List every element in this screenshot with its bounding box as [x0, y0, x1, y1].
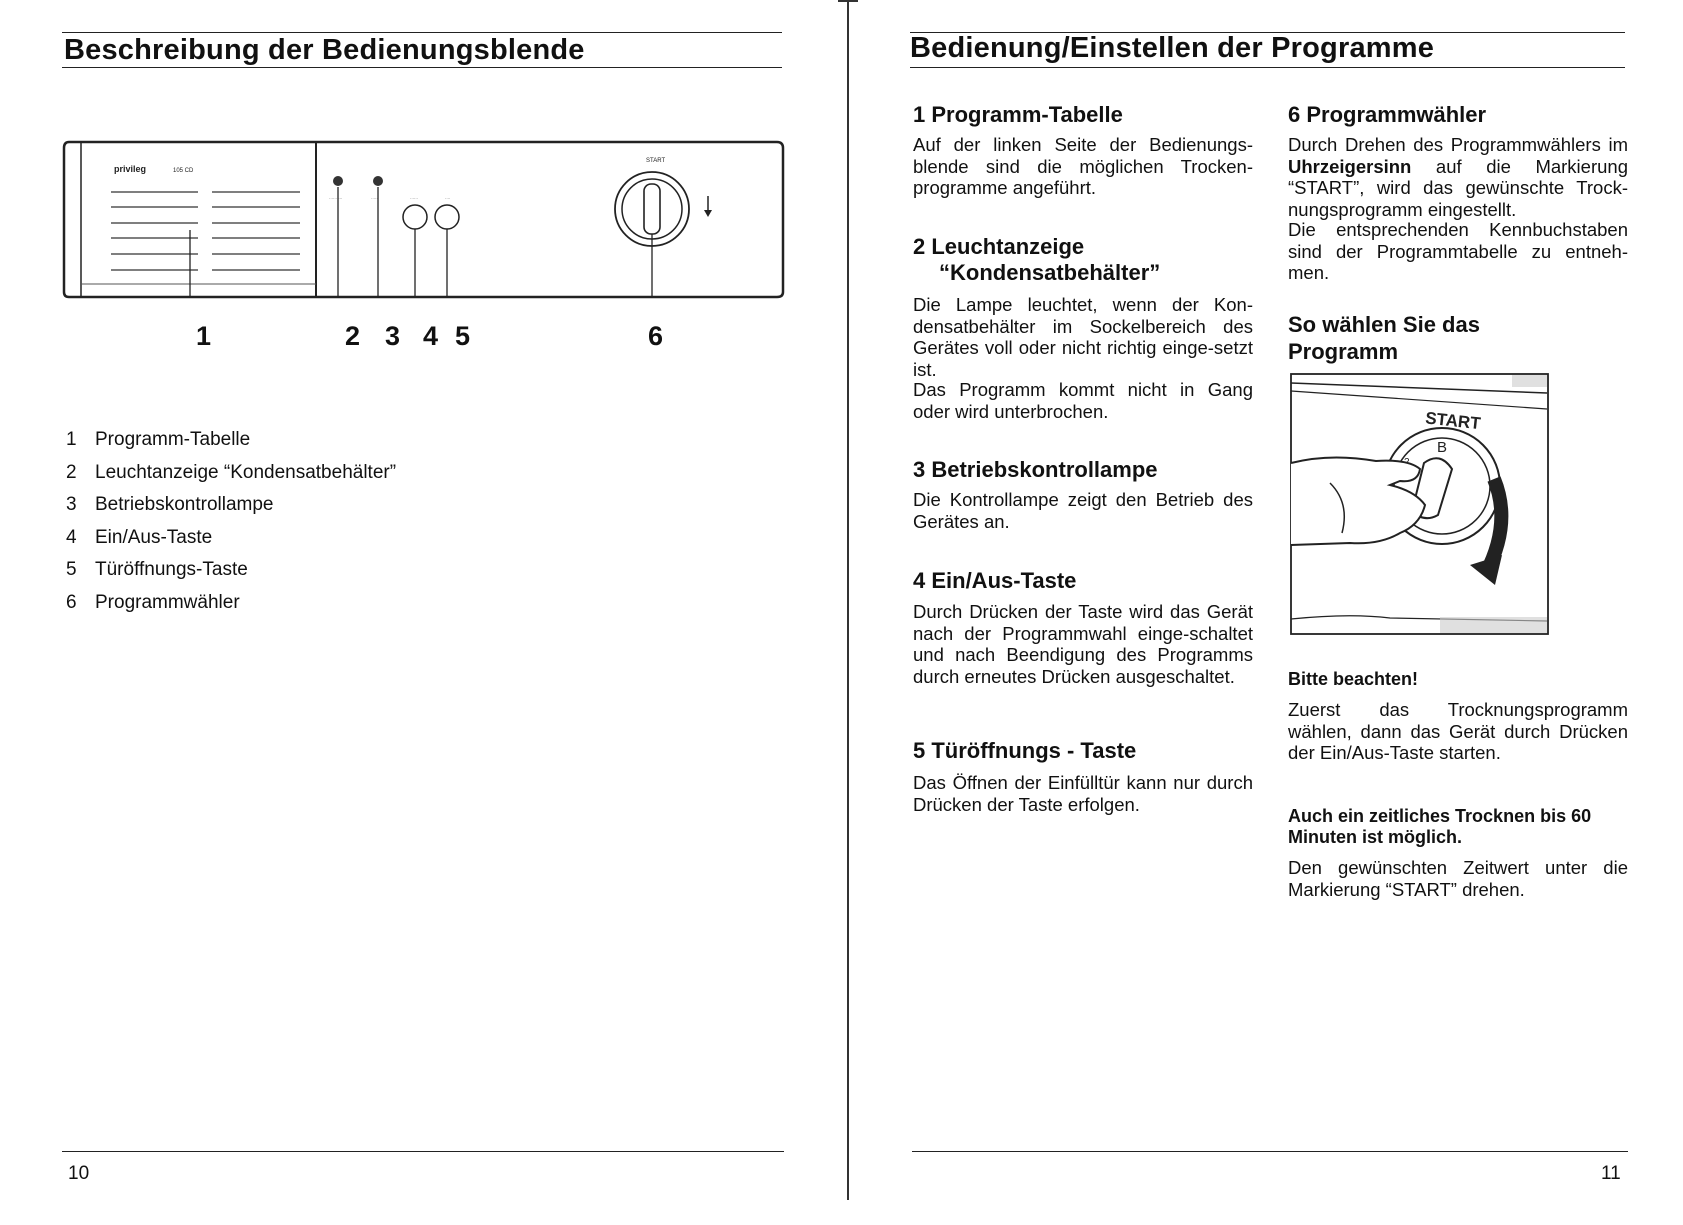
svg-text:··········: ·········· — [329, 196, 343, 201]
section-body-2: Die entsprechenden Kennbuchstaben sind der Programmtabelle zu entneh-men. — [1288, 219, 1628, 283]
section-body: Durch Drehen des Programmwählers im Uhrzeigersinn auf die Markierung “START”, wird das gewünschte Trock-nungsprogramm eingestellt. — [1288, 134, 1628, 220]
knob-start-label: START — [646, 158, 666, 164]
bottom-rule-left — [62, 1151, 784, 1152]
note-body: Zuerst das Trocknungsprogramm wählen, dann das Gerät durch Drücken der Ein/Aus-Taste starten. — [1288, 699, 1628, 763]
section-heading: 2 Leuchtanzeige — [913, 234, 1085, 259]
svg-text:······: ······ — [371, 196, 379, 201]
callout-5: 5 — [455, 321, 471, 351]
legend-item: 1 Programm-Tabelle — [66, 429, 251, 450]
program-table-lines — [111, 192, 300, 270]
title-underline-right — [910, 67, 1625, 68]
top-rule-left — [62, 32, 782, 33]
door-button-diagram — [435, 205, 459, 229]
callout-1: 1 — [196, 321, 212, 351]
section-body: Die Kontrollampe zeigt den Betrieb des Gerätes an. — [913, 489, 1253, 532]
section-body: Durch Drücken der Taste wird das Gerät nach der Programmwahl einge-schaltet und nach Beendigung des Programms durch erneutes Drücken ausgeschaltet. — [913, 601, 1253, 687]
callout-2: 2 — [345, 321, 361, 351]
legend-item: 5 Türöffnungs-Taste — [66, 559, 248, 580]
bottom-rule-right — [912, 1151, 1628, 1152]
panel-model: 105 CD — [173, 168, 194, 174]
section-heading: 1 Programm-Tabelle — [913, 102, 1123, 127]
page-title-right: Bedienung/Einstellen der Programme — [910, 32, 1435, 64]
legend-item: 3 Betriebskontrollampe — [66, 494, 274, 515]
legend-item: 2 Leuchtanzeige “Kondensatbehälter” — [66, 462, 397, 483]
knob-illustration — [1290, 373, 1550, 635]
timed-body: Den gewünschten Zeitwert unter die Markierung “START” drehen. — [1288, 857, 1628, 900]
hand-outline — [1291, 457, 1425, 545]
section-body: Das Öffnen der Einfülltür kann nur durch Drücken der Taste erfolgen. — [913, 772, 1253, 815]
callout-4: 4 — [423, 321, 439, 351]
binding-gutter — [847, 0, 849, 1200]
svg-text:······: ······ — [410, 196, 418, 201]
timed-heading: Auch ein zeitliches Trocknen bis 60 Minuten ist möglich. — [1288, 806, 1592, 847]
callout-3: 3 — [385, 321, 401, 351]
panel-brand: privileg — [114, 164, 147, 174]
how-to-heading-2: Programm — [1288, 339, 1399, 364]
svg-text:····: ···· — [445, 196, 451, 201]
page-number-right: 11 — [1601, 1163, 1621, 1184]
callout-6: 6 — [648, 321, 664, 351]
section-body: Auf der linken Seite der Bedienungs-blende sind die möglichen Trocken-programme angeführt. — [913, 134, 1253, 198]
svg-text:B: B — [1437, 439, 1448, 456]
section-heading: 5 Türöffnungs - Taste — [913, 738, 1137, 763]
legend-item: 6 Programmwähler — [66, 592, 240, 613]
callout-leaders — [190, 187, 652, 298]
section-body-2: Das Programm kommt nicht in Gang oder wird unterbrochen. — [913, 379, 1253, 422]
panel-outline — [64, 142, 783, 297]
legend-item: 4 Ein/Aus-Taste — [66, 527, 213, 548]
how-to-heading: So wählen Sie das — [1288, 312, 1480, 337]
on-off-button-diagram — [403, 205, 427, 229]
page-number-left: 10 — [68, 1163, 90, 1184]
section-heading: 6 Programmwähler — [1288, 102, 1487, 127]
title-underline-left — [62, 67, 782, 68]
lamp-operation — [373, 176, 383, 186]
illustration-start-label: START — [1424, 408, 1482, 434]
note-heading: Bitte beachten! — [1288, 669, 1419, 689]
section-body: Die Lampe leuchtet, wenn der Kon-densatbehälter im Sockelbereich des Gerätes voll oder nicht richtig einge-setzt ist. — [913, 294, 1253, 380]
page-title-left: Beschreibung der Bedienungsblende — [64, 34, 585, 66]
section-heading: 4 Ein/Aus-Taste — [913, 568, 1077, 593]
lamp-condensate — [333, 176, 343, 186]
section-heading-2: “Kondensatbehälter” — [939, 260, 1161, 285]
section-heading: 3 Betriebskontrollampe — [913, 457, 1158, 482]
